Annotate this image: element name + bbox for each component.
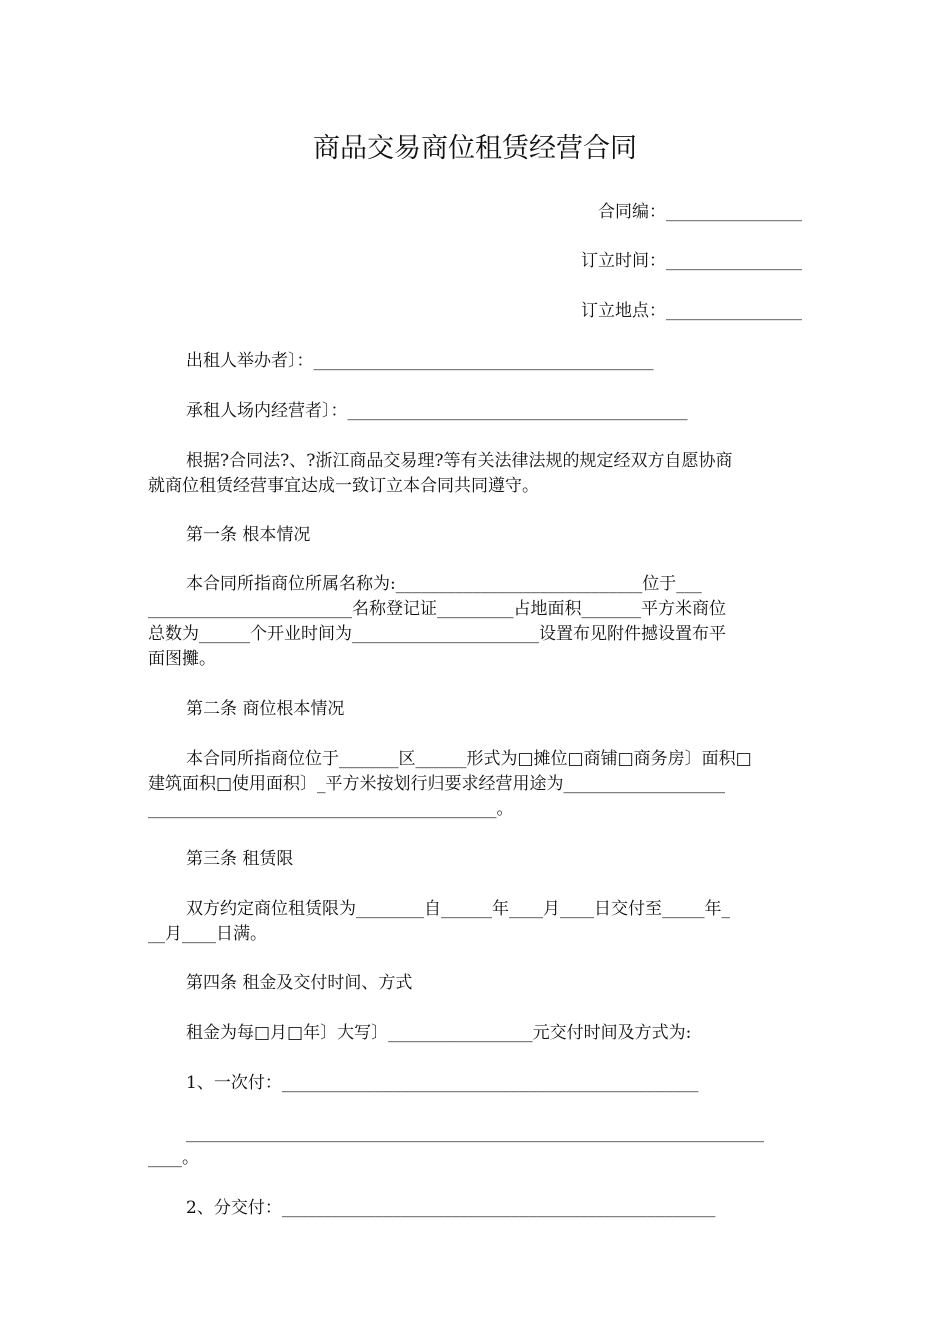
lessor-field: 出租人举办者〕：________________________________________ xyxy=(186,351,654,371)
lessee-field: 承租人场内经营者〕：________________________________________ xyxy=(186,401,688,421)
preamble-line: 根据?合同法?、?浙江商品交易理?等有关法律法规的规定经双方自愿协商 xyxy=(186,451,733,471)
payment-option-1: 1、一次付：_________________________________________________ xyxy=(186,1073,699,1093)
article2-line: 建筑面积□使用面积〕_平方米按划行归要求经营用途为___________________ xyxy=(148,774,726,794)
payment-option-2: 2、分交付：___________________________________________________ xyxy=(186,1198,716,1218)
article1-heading: 第一条 根本情况 xyxy=(186,525,311,545)
article1-line: 总数为______个开业时间为______________________设置布见附件撼设置布平 xyxy=(148,624,726,644)
signing-place-field: 订立地点：________________ xyxy=(581,301,802,321)
article1-line: 面图攤。 xyxy=(148,649,216,669)
payment-option-1-continued: ____。 xyxy=(148,1148,199,1168)
preamble-line: 就商位租赁经营事宜达成一致订立本合同共同遵守。 xyxy=(148,476,539,496)
payment-option-1-continued: ____________________________________________________________________ xyxy=(186,1123,764,1143)
article2-line: _________________________________________。 xyxy=(148,799,514,819)
article2-heading: 第二条 商位根本情况 xyxy=(186,699,345,719)
rent-line: 租金为每□月□年〕大写〕_________________元交付时间及方式为: xyxy=(186,1023,692,1043)
contract-title: 商品交易商位租赁经营合同 xyxy=(313,133,637,164)
article4-heading: 第四条 租金及交付时间、方式 xyxy=(186,973,413,993)
article3-heading: 第三条 租赁限 xyxy=(186,849,294,869)
article2-line: 本合同所指商位位于_______区______形式为□摊位□商铺□商务房〕面积□ xyxy=(186,749,752,769)
article1-line: ________________________名称登记证_________占地面积_______平方米商位 xyxy=(148,599,726,619)
contract-number-field: 合同编：________________ xyxy=(598,202,802,222)
article3-line: __月____日满。 xyxy=(148,924,267,944)
article3-line: 双方约定商位租赁限为________自______年____月____日交付至_____年_ xyxy=(186,899,730,919)
signing-date-field: 订立时间：________________ xyxy=(581,251,802,271)
article1-line: 本合同所指商位所属名称为:_____________________________位于___ xyxy=(186,574,702,594)
